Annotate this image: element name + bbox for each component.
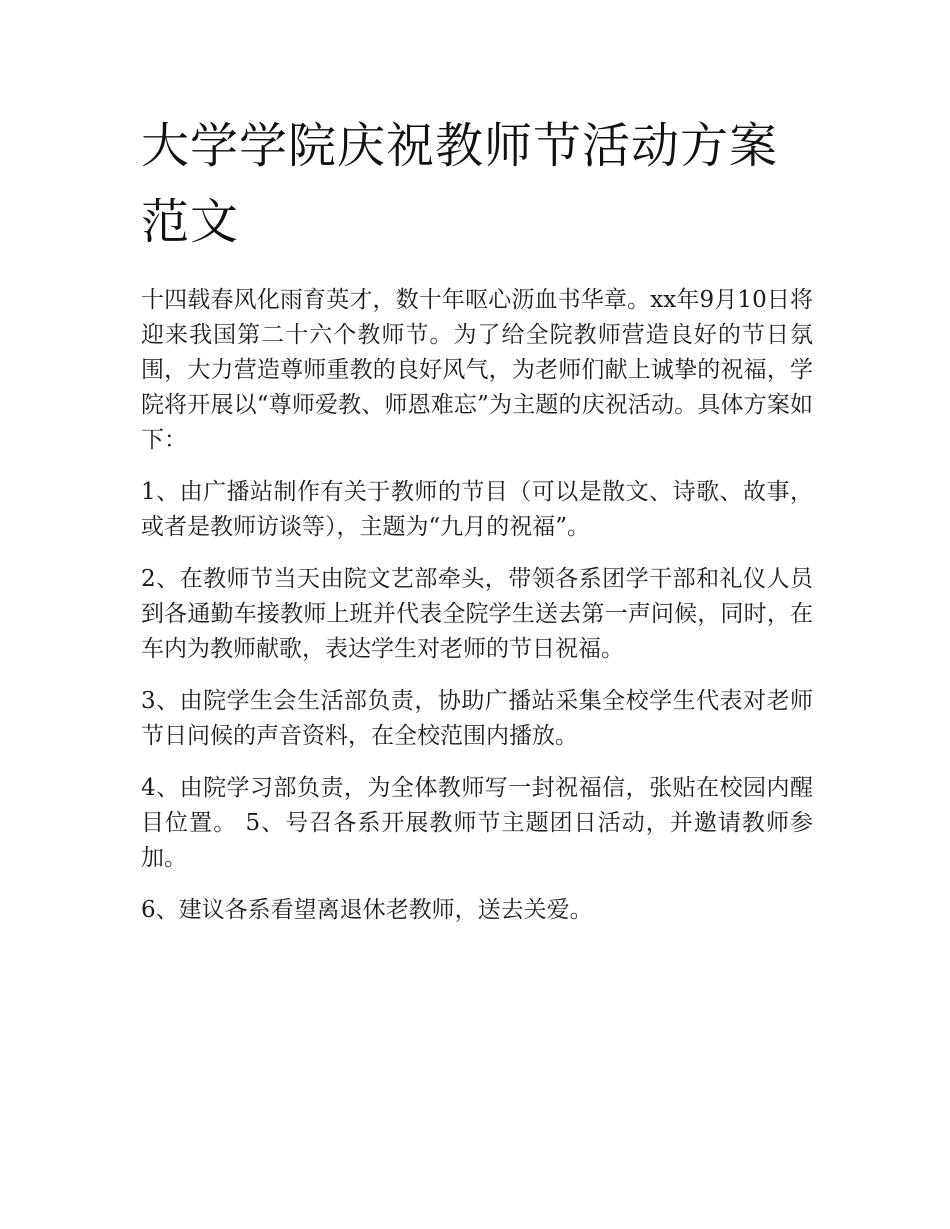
paragraph-item-6: 6、建议各系看望离退休老教师，送去关爱。	[141, 897, 593, 923]
paragraph-item-1: 1、由广播站制作有关于教师的节目（可以是散文、诗歌、故事，或者是教师访谈等），主题为“九月的祝福”。	[141, 479, 813, 540]
document-body	[141, 283, 813, 945]
paragraph-item-3: 3、由院学生会生活部负责，协助广播站采集全校学生代表对老师节日问候的声音资料，在全校范围内播放。	[141, 688, 813, 749]
paragraph-item-4-5: 4、由院学习部负责，为全体教师写一封祝福信，张贴在校园内醒目位置。 5、号召各系开展教师节主题团日活动，并邀请教师参加。	[141, 775, 813, 871]
paragraph-intro: 十四载春风化雨育英才，数十年呕心沥血书华章。xx年9月10日将迎来我国第二十六个教师节。为了给全院教师营造良好的节日氛围，大力营造尊师重教的良好风气，为老师们献上诚挚的祝福，学院将开展以“尊师爱教、师恩难忘”为主题的庆祝活动。具体方案如下：	[141, 287, 813, 453]
paragraph-item-2: 2、在教师节当天由院文艺部牵头，带领各系团学干部和礼仪人员到各通勤车接教师上班并代表全院学生送去第一声问候，同时，在车内为教师献歌，表达学生对老师的节日祝福。	[141, 566, 813, 662]
page-title: 大学学院庆祝教师节活动方案范文	[141, 118, 779, 250]
